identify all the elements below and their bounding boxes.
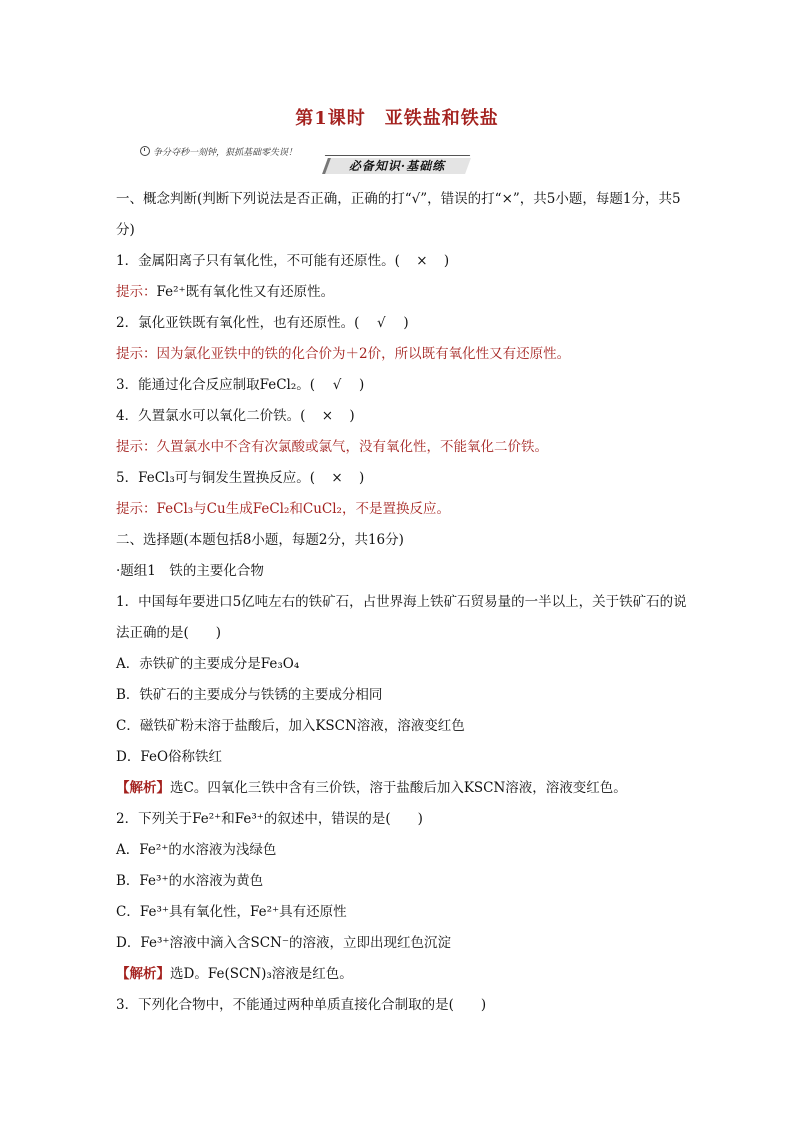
question-2-option-d: D．Fe³⁺溶液中滴入含SCN⁻的溶液，立即出现红色沉淀: [116, 935, 451, 951]
document-body: [116, 184, 696, 1021]
question-1-option-d: D．FeO俗称铁红: [116, 749, 223, 765]
hint-text: Fe²⁺既有氧化性又有还原性。: [156, 284, 335, 300]
judgment-end: ): [443, 253, 450, 269]
banner-slogan: [140, 145, 297, 158]
analysis-text: 选C。四氧化三铁中含有三价铁，溶于盐酸后加入KSCN溶液，溶液变红色。: [170, 780, 627, 796]
hint-text: 因为氯化亚铁中的铁的化合价为＋2价，所以既有氧化性又有还原性。: [156, 346, 571, 362]
hint-label: 提示：: [116, 501, 157, 517]
judgment-question: 2．氯化亚铁既有氧化性，也有还原性。(: [116, 315, 360, 331]
judgment-mark: ×: [331, 470, 343, 486]
banner-tag-text: 必备知识·基础练: [348, 159, 446, 173]
section2-heading: 二、选择题(本题包括8小题，每题2分，共16分): [116, 532, 404, 548]
judgment-mark: ×: [416, 253, 428, 269]
question-1-stem: 1．中国每年要进口5亿吨左右的铁矿石，占世界海上铁矿石贸易量的一半以上，关于铁矿石的说法正确的是( ): [116, 594, 687, 641]
question-1-option-b: B．铁矿石的主要成分与铁锈的主要成分相同: [116, 687, 383, 703]
judgment-mark: ×: [321, 408, 334, 424]
banner-line: [325, 155, 470, 156]
judgment-item-3: [116, 370, 696, 401]
analysis-label: 【解析】: [116, 780, 170, 796]
hint-label: 提示：: [116, 439, 157, 455]
judgment-question: 3．能通过化合反应制取FeCl₂。(: [116, 377, 316, 393]
judgment-item-2: [116, 308, 696, 339]
judgment-question: 1．金属阳离子只有氧化性，不可能有还原性。(: [116, 253, 400, 269]
question-2-stem: 2．下列关于Fe²⁺和Fe³⁺的叙述中，错误的是( ): [116, 811, 423, 827]
banner-slogan-text: 争分夺秒一刻钟，狠抓基础零失误！: [153, 148, 298, 158]
question-2-option-b: B．Fe³⁺的水溶液为黄色: [116, 873, 264, 889]
analysis-label: 【解析】: [116, 966, 170, 982]
question-2-analysis: [116, 959, 696, 990]
section-banner: [140, 142, 470, 176]
judgment-mark: √: [377, 315, 386, 331]
judgment-question: 5．FeCl₃可与铜发生置换反应。(: [116, 470, 316, 486]
hint-5: [116, 494, 696, 525]
question-2-option-a: A．Fe²⁺的水溶液为浅绿色: [116, 842, 277, 858]
hint-4: [116, 432, 696, 463]
page-title: 第1课时 亚铁盐和铁盐: [295, 108, 499, 129]
judgment-item-4: [116, 401, 696, 432]
judgment-mark: √: [332, 377, 342, 393]
hint-1: [116, 277, 696, 308]
judgment-end: ): [359, 470, 365, 486]
hint-text: 久置氯水中不含有次氯酸或氯气，没有氧化性，不能氧化二价铁。: [156, 439, 548, 455]
hint-label: 提示：: [116, 284, 157, 300]
analysis-text: 选D。Fe(SCN)₃溶液是红色。: [170, 966, 353, 982]
question-2-option-c: C．Fe³⁺具有氧化性，Fe²⁺具有还原性: [116, 904, 347, 920]
question-1-option-a: A．赤铁矿的主要成分是Fe₃O₄: [116, 656, 300, 672]
section1-heading: 一、概念判断(判断下列说法是否正确，正确的打“√”，错误的打“×”，共5小题，每题1分，共5分): [116, 191, 681, 238]
clock-icon: [140, 146, 150, 156]
hint-label: 提示：: [116, 346, 157, 362]
question-1-analysis: [116, 773, 696, 804]
judgment-end: ): [349, 408, 355, 424]
judgment-question: 4．久置氯水可以氧化二价铁。(: [116, 408, 306, 424]
question-3-stem: 3．下列化合物中，不能通过两种单质直接化合制取的是( ): [116, 997, 487, 1013]
question-group-title: ·题组1 铁的主要化合物: [116, 563, 264, 579]
judgment-end: ): [359, 377, 365, 393]
question-1-option-c: C．磁铁矿粉末溶于盐酸后，加入KSCN溶液，溶液变红色: [116, 718, 465, 734]
judgment-item-1: [116, 246, 696, 277]
judgment-end: ): [403, 315, 409, 331]
hint-2: [116, 339, 696, 370]
hint-text: FeCl₃与Cu生成FeCl₂和CuCl₂，不是置换反应。: [156, 501, 450, 517]
judgment-item-5: [116, 463, 696, 494]
